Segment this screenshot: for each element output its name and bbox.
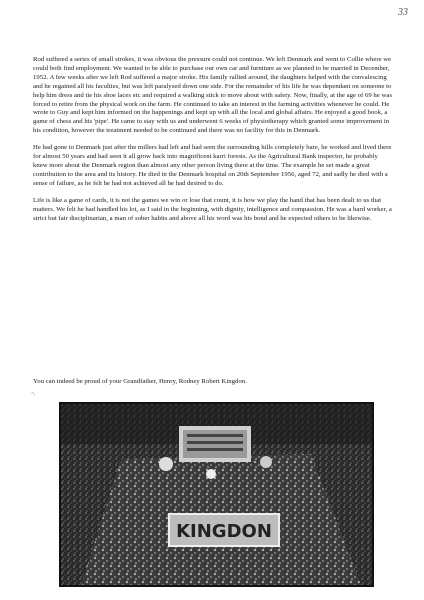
paragraph-3: Life is like a game of cards, it is not the games we win or lose that count, it is how we play the hand that has been dealt to us that matters. We felt he had handled his lot, as I said in the beginning, with dignity, intelligence and compassion. He was a hard worker, a strict but fair disciplinarian, a man of sober habits and above all his word was his bond and he expected others to be likewise. xyxy=(33,196,392,222)
grave-photo xyxy=(59,402,374,587)
plaque-text: KINGDON xyxy=(176,521,272,542)
document-body xyxy=(33,56,393,231)
margin-mark: ’\ xyxy=(31,392,35,398)
grave-photo-drawing xyxy=(61,404,372,585)
paragraph-2: He had gone to Denmark just after the millers had left and had seen the surrounding hills completely bare, he worked and lived there for almost 50 years and had seen it all grow back into magnificent karri forests. As the Agricultural Bank inspector, he probably knew more about the Denmark region than almost any other person living there at the time. The example he set made a great contribution to the area and its history. He died in the Denmark hospital on 20th September 1956, aged 72, and sadly he died with a sense of failure, as he felt he had not achieved all he had desired to do. xyxy=(33,144,392,187)
paragraph-1: Rod suffered a series of small strokes, it was obvious the pressure could not continue. We left Denmark and went to Collie where we could both find employment. We wanted to be able to purchase our own car and furniture as we planned to be married in December, 1952. A few weeks after we left Rod suffered a major stroke. His family rallied around, the daughters helped with the convalescing and he regained all his faculties, but was left paralysed down one side. For the remainder of his life he was dependant on someone to help him dress and tie his shoe laces etc and required a walking stick to move about with safety. Now, finally, at the age of 69 he was forced to retire from the physical work on the farm. He continued to take an interest in the farming activities whenever he could. He wrote to Guy and kept him informed on the happenings and kept up with all the local and global affairs. He enjoyed a good book, a game of chess and his 'pipe'. He came to stay with us and underwent 6 weeks of physiotherapy which granted some improvement in his condition, however the treatment needed to be continued and there was no facility for this in Denmark. xyxy=(33,56,392,135)
closing-line: You can indeed be proud of your Grandfather, Henry, Rodney Robert Kingdon. xyxy=(33,378,247,385)
page-number: 33 xyxy=(398,7,408,18)
